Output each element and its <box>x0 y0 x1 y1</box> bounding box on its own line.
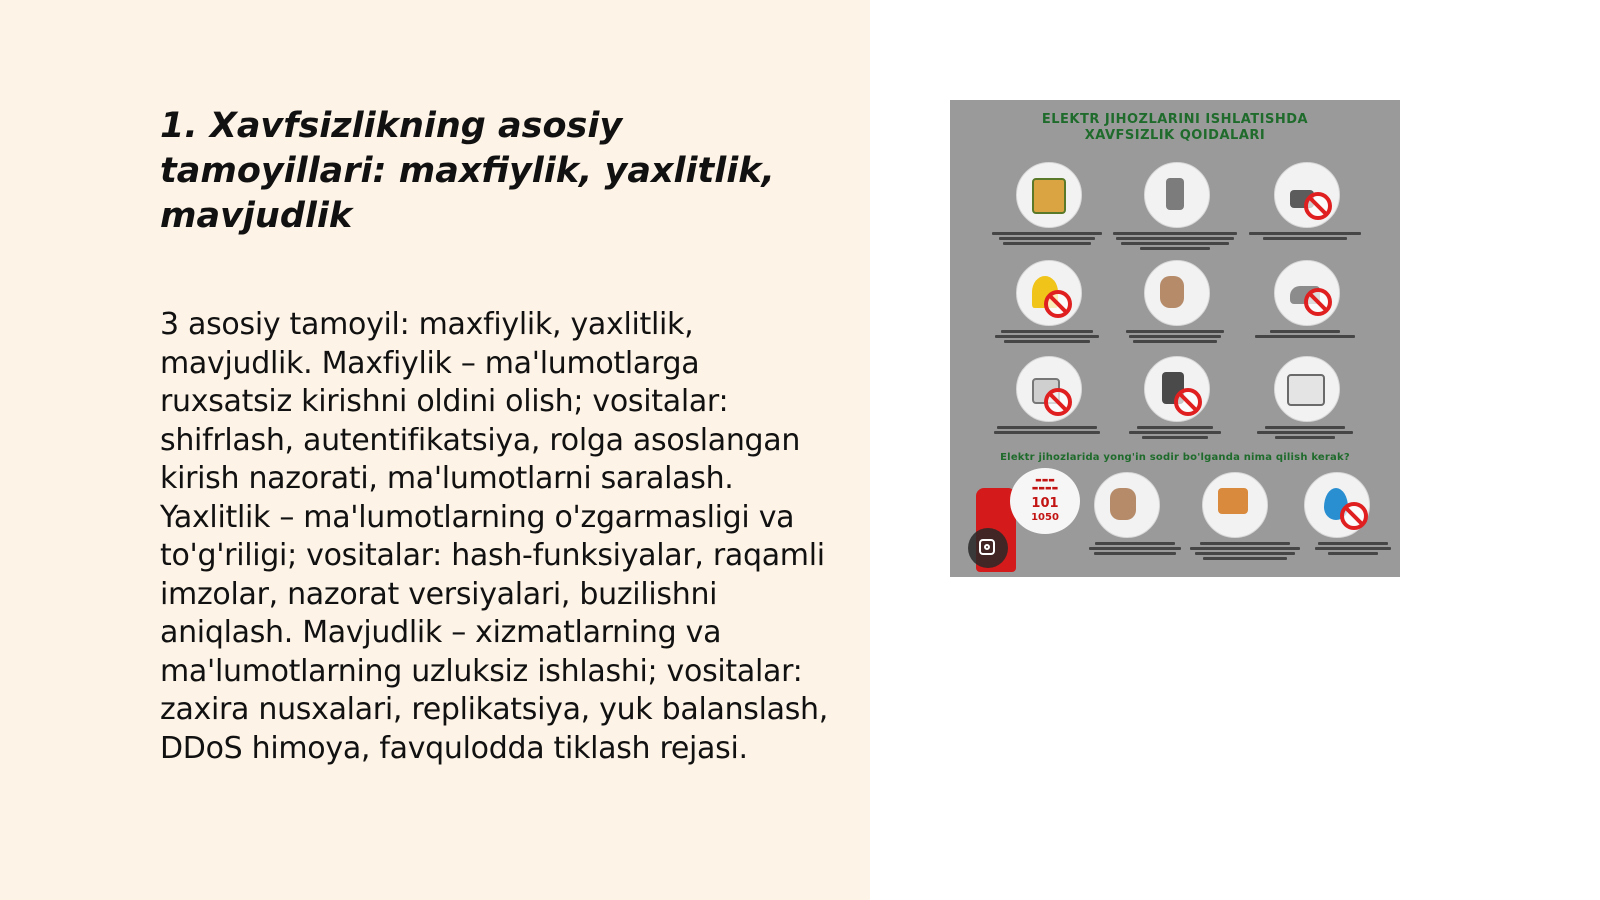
slide-body-text: 3 asosiy tamoyil: maxfiylik, yaxlitlik, mavjudlik. Maxfiylik – ma'lumotlarga ruxsatsiz kirishni oldini olish; vositalar: shifrlash, autentifikatsiya, rolga asoslangan kirish nazorati, ma'lumotlarni saralash. Yaxlitlik – ma'lumotlarning o'zgarmasligi va to'g'riligi; vositalar: hash-funksiyalar, raqamli imzolar, nazorat versiyalari, buzilishni aniqlash. Mavjudlik – xizmatlarning va ma'lumotlarning uzluksiz ishlashi; vositalar: zaxira nusxalari, replikatsiya, yuk balanslash, DDoS himoya, favqulodda tiklash rejasi. <box>160 307 829 766</box>
prohibition-icon <box>1340 502 1368 530</box>
manual-icon <box>1032 178 1066 214</box>
poster-title <box>950 112 1400 144</box>
poster-rule-iron <box>1240 260 1370 352</box>
poster-title-line-2: XAVFSIZLIK QOIDALARI <box>1084 128 1266 143</box>
slide-title: 1. Xavfsizlikning asosiy tamoyillari: maxfiylik, yaxlitlik, mavjudlik <box>160 106 775 236</box>
poster-title-line-1: ELEKTR JIHOZLARINI ISHLATISHDA <box>1041 112 1309 127</box>
poster-fire-question: Elektr jihozlarida yong'in sodir bo'lganda nima qilish kerak? <box>1000 452 1350 463</box>
prohibition-icon <box>1304 288 1332 316</box>
prohibition-icon <box>1044 290 1072 318</box>
sand-bucket-icon <box>1218 488 1248 514</box>
hotline-number-1: 101 <box>1031 496 1059 511</box>
unplug-icon <box>1110 488 1136 520</box>
poster-rule-kettle <box>1110 356 1240 448</box>
poster-rule-hair-dryer <box>982 356 1112 448</box>
poster-rule-flame-socket <box>982 260 1112 352</box>
poster-rule-socket-plug <box>1110 260 1240 352</box>
hotline-badge: ▬▬▬ ▬▬▬▬ 101 1050 <box>1010 468 1080 534</box>
fuse-box-icon <box>1287 374 1325 406</box>
poster-rule-manual <box>982 162 1112 254</box>
hotline-number-2: 1050 <box>1031 512 1059 523</box>
poster-rule-tangled-cords <box>1240 162 1370 254</box>
power-strip-icon <box>1166 178 1184 210</box>
prohibition-icon <box>1174 388 1202 416</box>
poster-rule-power-strip <box>1110 162 1240 254</box>
prohibition-icon <box>1304 192 1332 220</box>
socket-plug-icon <box>1160 276 1184 308</box>
poster-fire-step-no-water <box>1278 472 1400 564</box>
safety-poster-image[interactable] <box>950 100 1400 577</box>
visual-search-icon[interactable] <box>968 528 1008 568</box>
poster-rule-fuse-box <box>1240 356 1370 448</box>
prohibition-icon <box>1044 388 1072 416</box>
